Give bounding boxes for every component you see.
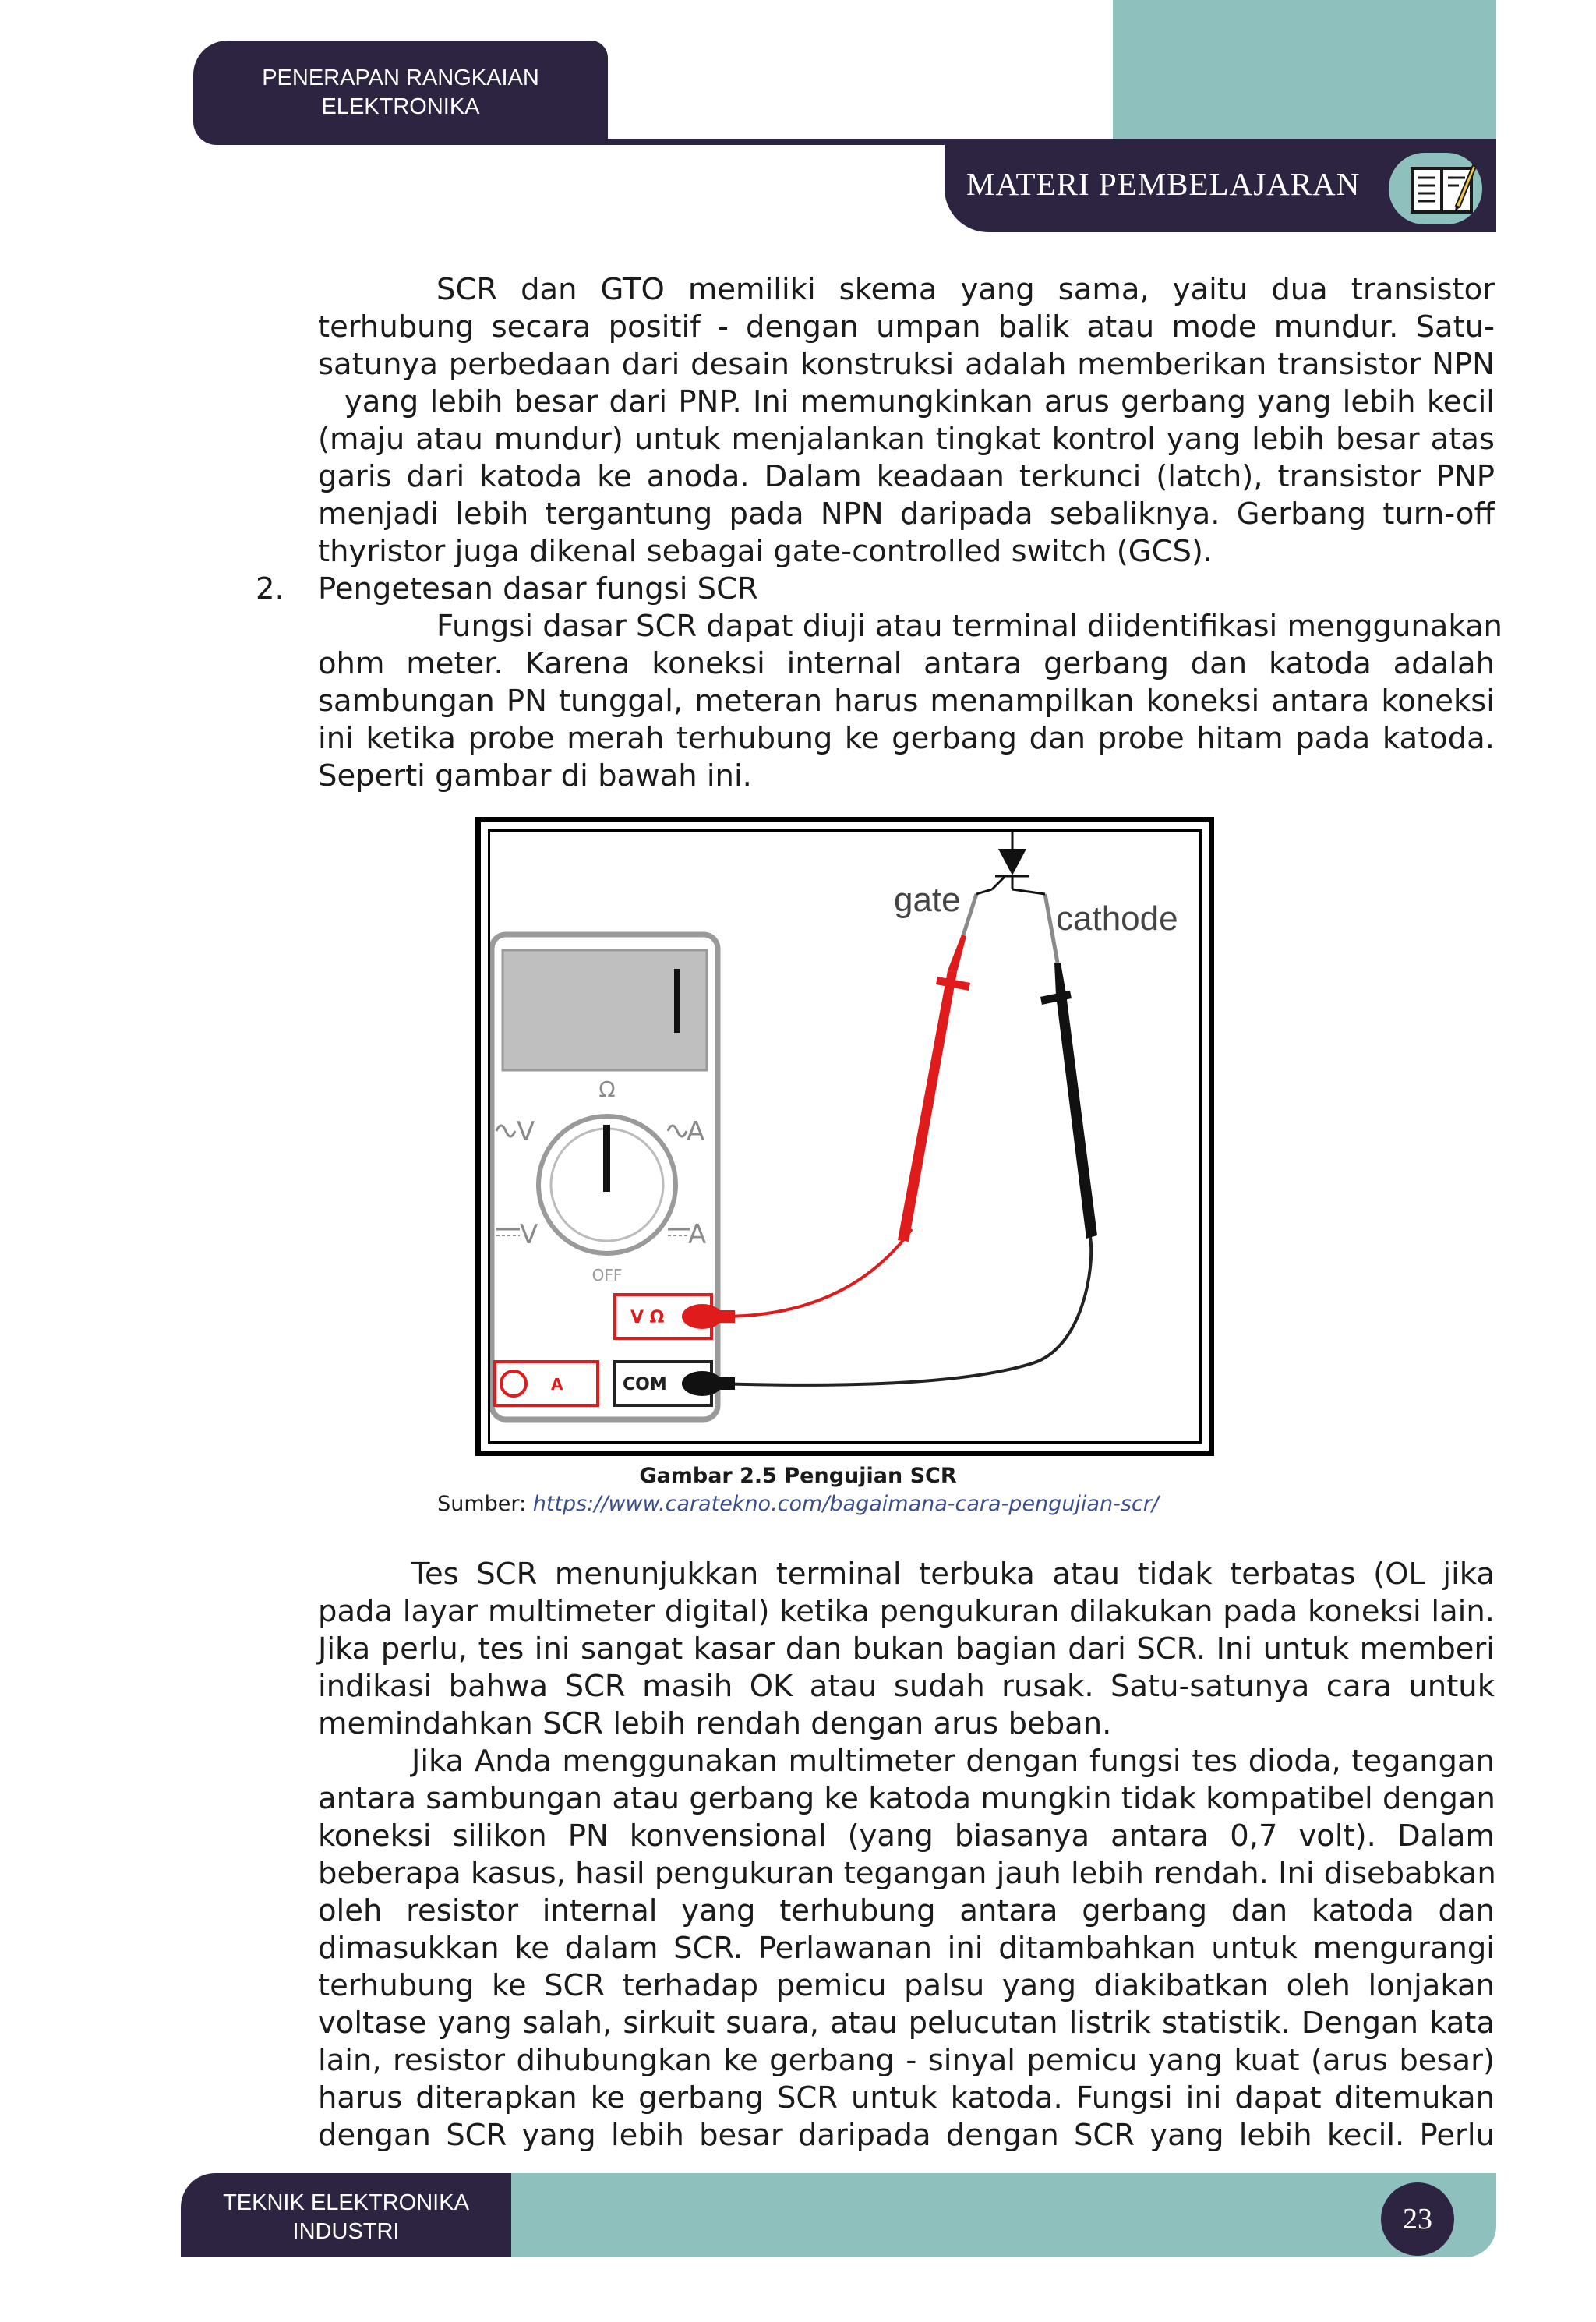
footer-title-line1: TEKNIK ELEKTRONIKA xyxy=(223,2190,469,2215)
off-label: OFF xyxy=(591,1266,623,1285)
text-line: koneksi silikon PN konvensional (yang biasanya antara 0,7 volt). Dalam xyxy=(318,1818,1495,1854)
chapter-title xyxy=(193,64,608,122)
com-jack-label: COM xyxy=(623,1375,667,1394)
list-number: 2. xyxy=(256,571,284,606)
text-line: Seperti gambar di bawah ini. xyxy=(318,758,752,793)
chapter-title-line2: ELEKTRONIKA xyxy=(321,94,480,119)
footer-title xyxy=(181,2189,511,2246)
text-line: terhubung ke SCR terhadap pemicu palsu yang diakibatkan oleh lonjakan xyxy=(318,1968,1495,2003)
text-line: dimasukkan ke dalam SCR. Perlawanan ini ditambahkan untuk mengurangi xyxy=(318,1931,1495,1966)
scr-gate-lead xyxy=(992,877,1005,889)
figure-caption xyxy=(0,1462,1596,1490)
text-line: yang lebih besar dari PNP. Ini memungkinkan arus gerbang yang lebih kecil xyxy=(344,384,1495,419)
dial-pointer xyxy=(603,1125,610,1192)
cathode-label: cathode xyxy=(1056,899,1178,938)
text-line: Tes SCR menunjukkan terminal terbuka atau tidak terbatas (OL jika xyxy=(411,1557,1495,1592)
scr-diode-triangle xyxy=(998,849,1026,875)
text-line: lain, resistor dihubungkan ke gerbang - sinyal pemicu yang kuat (arus besar) xyxy=(318,2043,1495,2078)
text-line: dengan SCR yang lebih besar daripada dengan SCR yang lebih kecil. Perlu xyxy=(318,2118,1495,2153)
dc-amp-label: A xyxy=(688,1219,707,1250)
text-line: oleh resistor internal yang terhubung antara gerbang dan katoda dan xyxy=(318,1893,1495,1928)
caption-title: Gambar 2.5 Pengujian SCR xyxy=(639,1464,957,1488)
text-line: terhubung secara positif - dengan umpan balik atau mode mundur. Satu- xyxy=(318,309,1495,345)
header-rule xyxy=(242,139,1496,145)
text-line: (maju atau mundur) untuk menjalankan tingkat kontrol yang lebih besar atas xyxy=(318,422,1495,457)
text-line: memindahkan SCR lebih rendah dengan arus beban. xyxy=(318,1706,1112,1741)
amp-jack-label: A xyxy=(551,1375,563,1394)
intro-paragraph xyxy=(318,271,1495,571)
page-number: 23 xyxy=(1381,2182,1454,2256)
text-line: sambungan PN tunggal, meteran harus menampilkan koneksi antara koneksi xyxy=(318,684,1495,719)
text-line: antara sambungan atau gerbang ke katoda mungkin tidak kompatibel dengan xyxy=(318,1781,1495,1816)
chapter-title-line1: PENERAPAN RANGKAIAN xyxy=(262,65,539,90)
source-link[interactable]: https://www.caratekno.com/bagaimana-cara-pengujian-scr/ xyxy=(532,1492,1159,1516)
text-line: Fungsi dasar SCR dapat diuji atau terminal diidentifikasi menggunakan xyxy=(436,609,1502,644)
text-line: garis dari katoda ke anoda. Dalam keadaan terkunci (latch), transistor PNP xyxy=(318,459,1495,494)
black-probe-handle xyxy=(1056,994,1097,1239)
header-teal-band xyxy=(1113,0,1496,140)
text-line: pada layar multimeter digital) ketika pengukuran dilakukan pada koneksi lain. xyxy=(318,1594,1495,1629)
text-line: voltase yang salah, sirkuit suara, atau pelucutan listrik statistik. Dengan kata xyxy=(318,2006,1495,2041)
scr-test-illustration xyxy=(490,832,1199,1441)
ohm-label: Ω xyxy=(598,1076,616,1102)
footer-teal-band xyxy=(499,2173,1496,2257)
text-line: SCR dan GTO memiliki skema yang sama, yaitu dua transistor xyxy=(436,272,1495,307)
text-line: indikasi bahwa SCR masih OK atau sudah rusak. Satu-satunya cara untuk xyxy=(318,1669,1495,1704)
text-line: harus diterapkan ke gerbang SCR untuk katoda. Fungsi ini dapat ditemukan xyxy=(318,2080,1495,2115)
paragraph-3 xyxy=(318,1556,1495,1743)
source-label: Sumber: xyxy=(437,1492,527,1516)
text-line: ohm meter. Karena koneksi internal antara gerbang dan katoda adalah xyxy=(318,646,1495,681)
section2-paragraph xyxy=(318,608,1502,795)
text-line: Jika perlu, tes ini sangat kasar dan bukan bagian dari SCR. Ini untuk memberi xyxy=(318,1631,1495,1666)
red-probe-handle xyxy=(898,970,957,1242)
volt-ohm-jack-label: V Ω xyxy=(630,1308,665,1327)
section-heading: Pengetesan dasar fungsi SCR xyxy=(318,571,758,606)
book-pencil-icon xyxy=(1411,162,1476,217)
text-line: Jika Anda menggunakan multimeter dengan fungsi tes dioda, tegangan xyxy=(411,1744,1495,1779)
ac-amp-label: A xyxy=(687,1116,705,1147)
figure-source xyxy=(0,1490,1596,1518)
section-label: MATERI PEMBELAJARAN xyxy=(966,166,1361,202)
text-line: menjadi lebih tergantung pada NPN daripada sebaliknya. Gerbang turn-off xyxy=(318,497,1495,532)
display-digit xyxy=(674,969,680,1033)
scr-cathode-lead xyxy=(1012,889,1045,894)
text-line: ini ketika probe merah terhubung ke gerbang dan probe hitam pada katoda. xyxy=(318,721,1495,756)
dc-volt-label: V xyxy=(520,1219,538,1250)
text-line: beberapa kasus, hasil pengukuran tegangan jauh lebih rendah. Ini disebabkan xyxy=(318,1856,1496,1891)
paragraph-4 xyxy=(318,1743,1495,2154)
ac-volt-label: V xyxy=(517,1116,535,1147)
footer-title-line2: INDUSTRI xyxy=(292,2219,400,2244)
text-line: satunya perbedaan dari desain konstruksi adalah memberikan transistor NPN xyxy=(318,347,1495,382)
amp-jack xyxy=(495,1362,598,1405)
red-probe-tip xyxy=(963,894,976,935)
gate-label: gate xyxy=(894,881,961,919)
text-line: thyristor juga dikenal sebagai gate-controlled switch (GCS). xyxy=(318,534,1213,569)
